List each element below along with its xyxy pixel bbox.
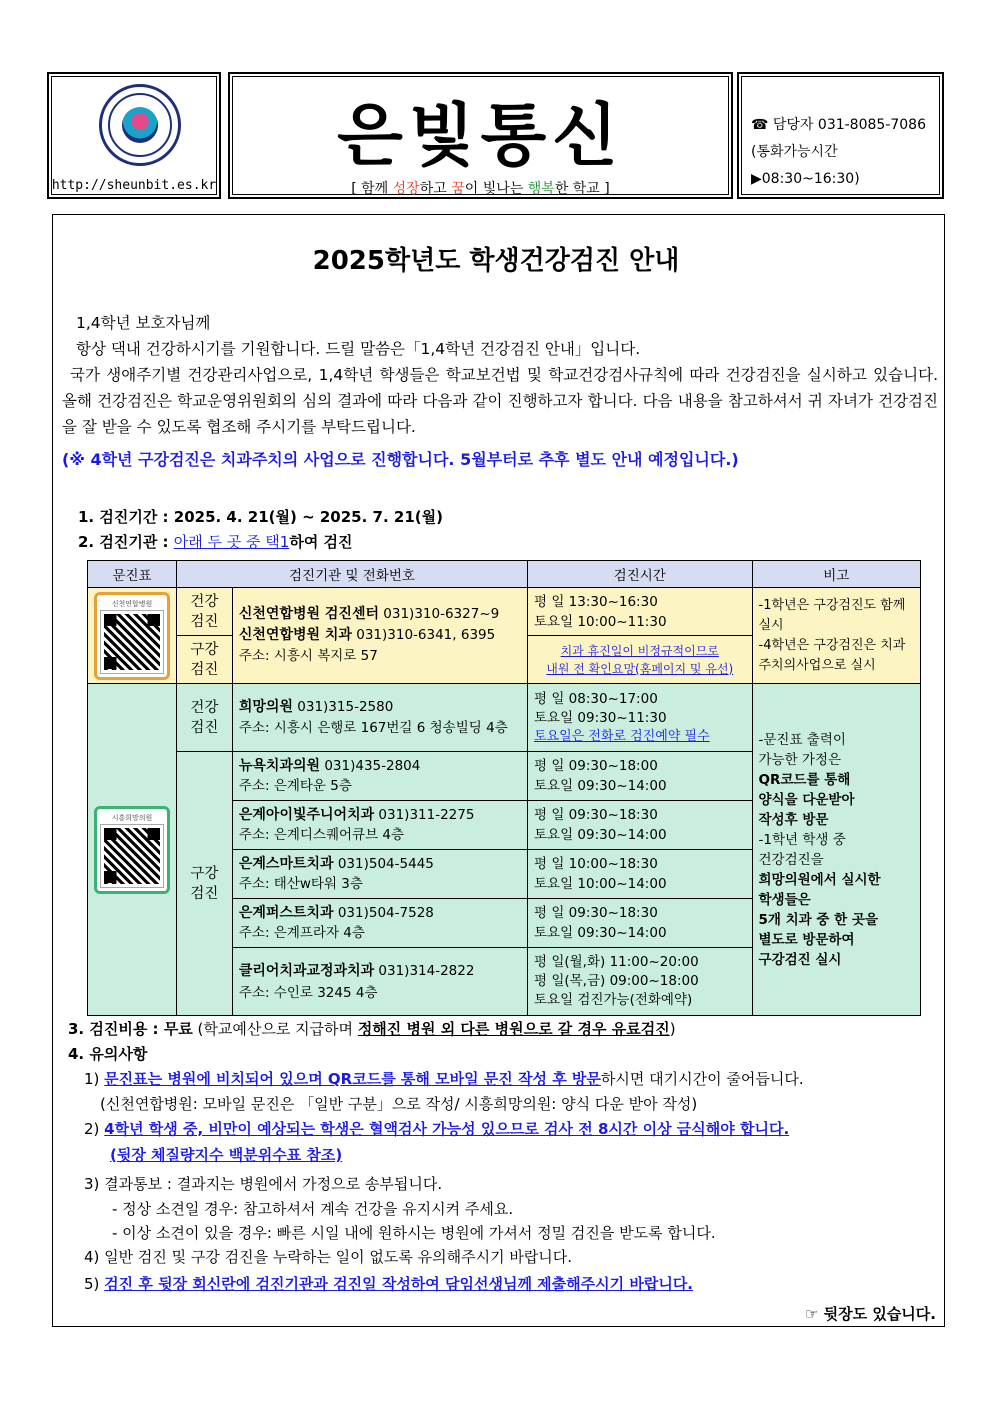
kind-health: 건강 검진	[177, 684, 233, 752]
kind-dental: 구강 검진	[177, 636, 233, 684]
dental-clinic-info: 뉴욕치과의원 031)435-2804 주소: 은계타운 5층	[232, 752, 527, 801]
hope-time: 평 일 08:30~17:00 토요일 09:30~11:30 토요일은 전화로 검진예약 필수	[528, 684, 753, 752]
intro-notice: (※ 4학년 구강검진은 치과주치의 사업으로 진행합니다. 5월부터로 추후 별도 안내 예정입니다.)	[62, 450, 739, 469]
qr-cell	[88, 684, 177, 1016]
note-3: 3) 결과통보 : 결과지는 병원에서 가정으로 송부됩니다.	[84, 1175, 443, 1193]
school-url[interactable]: http://sheunbit.es.kr	[51, 178, 217, 193]
note-5: 5) 검진 후 뒷장 회신란에 검진기관과 검진일 작성하여 담임선생님께 제출해주시기 바랍니다.	[84, 1275, 694, 1293]
qr-code-shincheon[interactable]: 신천연합병원	[94, 592, 170, 680]
note-2: 2) 4학년 학생 중, 비만이 예상되는 학생은 혈액검사 가능성 있으므로 검사 전 8시간 이상 금식해야 합니다.	[84, 1120, 790, 1138]
contact-info: ☎ 담당자 031-8085-7086 (통화가능시간▶08:30~16:30)	[751, 117, 926, 187]
dental-clinic-info: 클리어치과교정과치과 031)314-2822 주소: 수인로 3245 4층	[232, 948, 527, 1016]
dental-clinic-info: 은계스마트치과 031)504-5445 주소: 태산w타워 3층	[232, 850, 527, 899]
table-header-row	[88, 561, 921, 588]
item-institution: 2. 검진기관 : 아래 두 곳 중 택1하여 검진	[78, 533, 353, 551]
item-cost: 3. 검진비용 : 무료 (학교예산으로 지급하며 정해진 병원 외 다른 병원으로 갈 경우 유료검진)	[68, 1020, 676, 1038]
dental-clinic-time: 평 일 09:30~18:00 토요일 09:30~14:00	[528, 752, 753, 801]
note-4: 4) 일반 검진 및 구강 검진을 누락하는 일이 없도록 유의해주시기 바랍니다.	[84, 1248, 573, 1266]
dental-clinic-time: 평 일 10:00~18:30 토요일 10:00~14:00	[528, 850, 753, 899]
newsletter-title-box	[228, 72, 733, 199]
green-remark: -문진표 출력이 가능한 가정은 QR코드를 통해 양식을 다운받아 작성후 방문 -1학년 학생 중 건강검진을 희망의원에서 실시한 학생들은 5개 치과 중 한 곳을 별도로 방문하여 구강검진 실시	[752, 684, 921, 1016]
intro-body: 국가 생애주기별 건강관리사업으로, 1,4학년 학생들은 학교보건법 및 학교건강검사규칙에 따라 건강검진을 실시하고 있습니다. 올해 건강검진은 학교운영위원회의 심의 결과에 따라 다음과 같이 진행하고자 합니다. 다음 내용을 참고하셔서 귀 자녀가 건강검진을 잘 받을 수 있도록 협조해 주시기를 부탁드립니다.	[62, 366, 938, 436]
table-row	[88, 684, 921, 752]
note-3-sub2: - 이상 소견이 있을 경우: 빠른 시일 내에 원하시는 병원에 가셔서 정밀 검진을 받도록 합니다.	[112, 1224, 716, 1242]
note-2-sub: (뒷장 체질량지수 백분위수표 참조)	[110, 1146, 343, 1164]
note-1: 1) 문진표는 병원에 비치되어 있으며 QR코드를 통해 모바일 문진 작성 후 방문하시면 대기시간이 줄어듭니다.	[84, 1070, 804, 1088]
qr-code-icon	[101, 611, 163, 673]
shincheon-info: 신천연합병원 검진센터 031)310-6327~9 신천연합병원 치과 031)310-6341, 6395 주소: 시흥시 복지로 57	[232, 588, 527, 684]
note-3-sub1: - 정상 소견일 경우: 참고하셔서 계속 건강을 유지시켜 주세요.	[112, 1200, 514, 1218]
school-logo-icon	[99, 84, 181, 166]
item-period: 1. 검진기간 : 2025. 4. 21(월) ~ 2025. 7. 21(월)	[78, 508, 443, 526]
kind-health: 건강 검진	[177, 588, 233, 636]
shincheon-dental-note: 치과 휴진일이 비정규적이므로 내원 전 확인요망(홈페이지 및 유선)	[528, 636, 753, 684]
dental-clinic-time: 평 일 09:30~18:30 토요일 09:30~14:00	[528, 899, 753, 948]
document-title: 2025학년도 학생건강검진 안내	[312, 246, 680, 276]
school-logo-box	[47, 72, 221, 199]
table-header: 문진표	[88, 561, 177, 588]
see-back-note: ☞ 뒷장도 있습니다.	[804, 1305, 936, 1323]
hope-info: 희망의원 031)315-2580 주소: 시흥시 은행로 167번길 6 청송빌딩 4층	[232, 684, 527, 752]
kind-dental: 구강 검진	[177, 752, 233, 1016]
dental-clinic-info: 은계아이빛주니어치과 031)311-2275 주소: 은계디스퀘어큐브 4층	[232, 801, 527, 850]
institution-table	[87, 560, 921, 1016]
contact-box	[737, 72, 944, 199]
table-header: 검진기관 및 전화번호	[177, 561, 528, 588]
qr-cell	[88, 588, 177, 684]
shincheon-health-time: 평 일 13:30~16:30 토요일 10:00~11:30	[528, 588, 753, 636]
table-header: 검진시간	[528, 561, 753, 588]
shincheon-remark: -1학년은 구강검진도 함께 실시 -4학년은 구강검진은 치과주치의사업으로 실시	[752, 588, 921, 684]
table-header: 비고	[752, 561, 921, 588]
intro-greeting: 1,4학년 보호자님께 항상 댁내 건강하시기를 기원합니다. 드릴 말씀은「1,4학년 건강검진 안내」입니다.	[76, 314, 641, 358]
newsletter-title: 은빛통신	[337, 97, 624, 176]
qr-code-siheung-hope[interactable]: 시흥희망의원	[94, 806, 170, 894]
note-1-sub: (신천연합병원: 모바일 문진은 「일반 구분」으로 작성/ 시흥희망의원: 양식 다운 받아 작성)	[100, 1095, 698, 1113]
table-row	[88, 588, 921, 636]
qr-code-icon	[101, 825, 163, 887]
dental-clinic-info: 은계퍼스트치과 031)504-7528 주소: 은계프라자 4층	[232, 899, 527, 948]
dental-clinic-time: 평 일 09:30~18:30 토요일 09:30~14:00	[528, 801, 753, 850]
dental-clinic-time: 평 일(월,화) 11:00~20:00 평 일(목,금) 09:00~18:00 토요일 검진가능(전화예약)	[528, 948, 753, 1016]
school-slogan: [ 함께 성장하고 꿈이 빛나는 행복한 학교 ]	[351, 181, 610, 197]
item-notes-heading: 4. 유의사항	[68, 1045, 148, 1063]
